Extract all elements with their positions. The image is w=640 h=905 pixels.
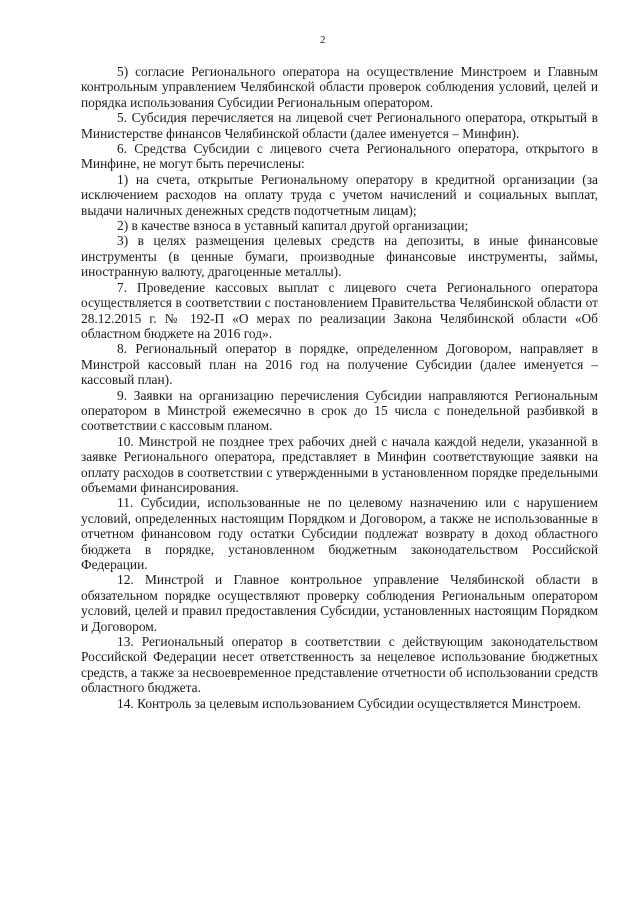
paragraph-6-item-3: 3) в целях размещения целевых средств на депозиты, в иные финансовые инструменты (в ценные бумаги, производные финансовые инструменты, займы, иностранную валюту, драгоценные металлы). — [81, 233, 598, 280]
paragraph-8-cash-plan: 8. Региональный оператор в порядке, определенном Договором, направляет в Минстрой кассовый план на 2016 год на получение Субсидии (далее именуется – кассовый план). — [81, 341, 598, 388]
paragraph-7-cash-payments: 7. Проведение кассовых выплат с лицевого счета Регионального оператора осуществляется в соответствии с постановлением Правительства Челябинской области от 28.12.2015 г. № 192-П «О мерах по реализации Закона Челябинской области «Об областном бюджете на 2016 год». — [81, 279, 598, 341]
paragraph-6-item-1: 1) на счета, открытые Региональному оператору в кредитной организации (за исключением расходов на оплату труда с учетом начислений и социальных выплат, выдачи наличных денежных средств подотчетным лицам); — [81, 171, 598, 218]
paragraph-9-requests: 9. Заявки на организацию перечисления Субсидии направляются Региональным оператором в Минстрой ежемесячно в срок до 15 числа с понедельной разбивкой в соответствии с кассовым планом. — [81, 387, 598, 434]
paragraph-5-subsidy-transfer: 5. Субсидия перечисляется на лицевой счет Регионального оператора, открытый в Министерстве финансов Челябинской области (далее именуется – Минфин). — [81, 110, 598, 141]
paragraph-10-minstroy-deadline: 10. Минстрой не позднее трех рабочих дней с начала каждой недели, указанной в заявке Регионального оператора, представляет в Минфин соответствующие заявки на оплату расходов в соответствии с утвержденными в установленном порядке предельными объемами финансирования. — [81, 433, 598, 495]
page-number: 2 — [320, 34, 326, 46]
paragraph-13-responsibility: 13. Региональный оператор в соответствии с действующим законодательством Российской Федерации несет ответственность за нецелевое использование бюджетных средств, а также за несвоевременное представление отчетности об использовании средств областного бюджета. — [81, 634, 598, 696]
paragraph-consent-inspections: 5) согласие Регионального оператора на осуществление Минстроем и Главным контрольным управлением Челябинской области проверок соблюдения условий, целей и порядка использования Субсидии Региональным оператором. — [81, 64, 598, 110]
paragraph-12-inspection: 12. Минстрой и Главное контрольное управление Челябинской области в обязательном порядке осуществляют проверку соблюдения Региональным оператором условий, целей и правил предоставления Субсидии, установленных настоящим Порядком и Договором. — [81, 572, 598, 634]
paragraph-6-restrictions: 6. Средства Субсидии с лицевого счета Регионального оператора, открытого в Минфине, не могут быть перечислены: — [81, 141, 598, 172]
paragraph-6-item-2: 2) в качестве взноса в уставный капитал другой организации; — [117, 218, 469, 234]
document-body — [81, 64, 598, 711]
paragraph-11-refund: 11. Субсидии, использованные не по целевому назначению или с нарушением условий, определенных настоящим Порядком и Договором, а также не использованные в отчетном финансовом году остатки Субсидии подлежат возврату в доход областного бюджета в порядке, установленном бюджетным законодательством Российской Федерации. — [81, 495, 598, 572]
paragraph-14-control: 14. Контроль за целевым использованием Субсидии осуществляется Минстроем. — [117, 695, 582, 711]
